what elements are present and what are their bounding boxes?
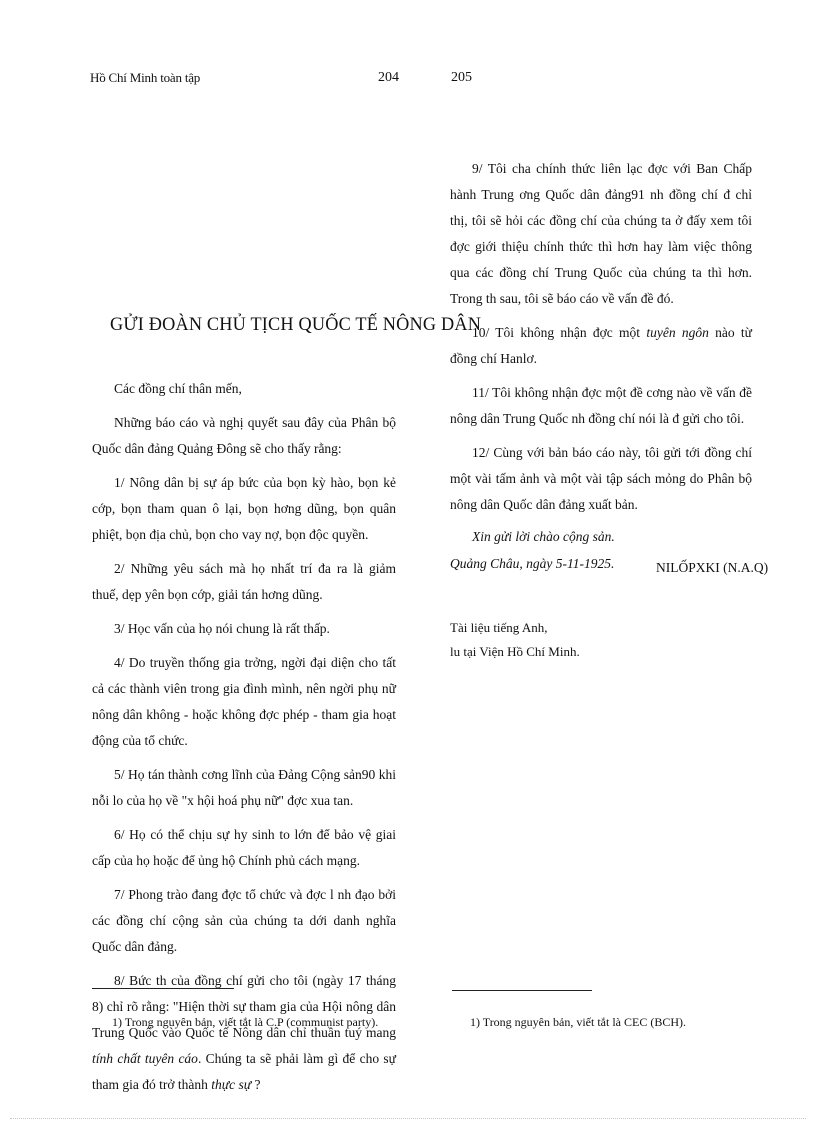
page-number-left: 204 — [378, 70, 399, 85]
paragraph-7: 7/ Phong trào đang đợc tổ chức và đợc l nh đạo bởi các đồng chí cộng sản của chúng ta dới danh nghĩa Quốc dân đảng. — [92, 887, 396, 954]
signature: NILỐPXKI (N.A.Q) — [656, 560, 769, 575]
paragraph-2: 2/ Những yêu sách mà họ nhất trí đa ra là giảm thuế, dẹp yên bọn cớp, giải tán hơng dũng. — [92, 561, 396, 602]
right-page — [408, 0, 816, 1123]
paragraph-11: 11/ Tôi không nhận đợc một đề cơng nào về vấn đề nông dân Trung Quốc nh đồng chí nói là đ gửi cho tôi. — [450, 385, 752, 426]
page-number-right: 205 — [451, 70, 472, 85]
p10-text-c: nào từ đồng chí Hanlơ. — [450, 325, 752, 366]
p8-italic-proclamation: tính chất tuyên cáo — [92, 1051, 198, 1066]
p8-text-c: . Chúng ta sẽ phải làm gì để cho sự tham gia đó trở thành — [92, 1051, 396, 1092]
paragraph-4: 4/ Do truyền thống gia trởng, ngời đại diện cho tất cả các thành viên trong gia đình mình, nên ngời phụ nữ nông dân không - hoặc không đợc phép - tham gia hoạt động của tổ chức. — [92, 655, 396, 748]
source-line-1: Tài liệu tiếng Anh, — [450, 620, 548, 635]
p10-text-a: 10/ Tôi không nhận đợc một — [472, 325, 647, 340]
paragraph-6: 6/ Họ có thể chịu sự hy sinh to lớn để bảo vệ giai cấp của họ hoặc để ủng hộ Chính phủ cách mạng. — [92, 827, 396, 868]
p10-italic-manifesto: tuyên ngôn — [646, 325, 709, 340]
letter-title: GỬI ĐOÀN CHỦ TỊCH QUỐC TẾ NÔNG DÂN — [110, 314, 482, 335]
paragraph-9: 9/ Tôi cha chính thức liên lạc đợc với Ban Chấp hành Trung ơng Quốc dân đảng91 nh đồng chí đ chỉ thị, tôi sẽ hỏi các đồng chí của chúng ta ở đấy xem tôi đợc giới thiệu chính thức thì hơn hay làm việc thông qua các đồng chí Trung Quốc của chúng ta thì hơn. Trong th sau, tôi sẽ báo cáo về vấn đề đó. — [450, 161, 752, 306]
paragraph-10 — [450, 320, 752, 372]
page-bottom-edge — [10, 1118, 806, 1119]
running-head: Hồ Chí Minh toàn tập — [90, 70, 201, 85]
place-date: Quảng Châu, ngày 5-11-1925. — [450, 556, 615, 571]
right-body — [450, 156, 752, 550]
footnote-right: 1) Trong nguyên bản, viết tắt là CEC (BCH). — [470, 1015, 686, 1029]
p8-italic-real: thực sự — [211, 1077, 252, 1092]
paragraph-12: 12/ Cùng với bản báo cáo này, tôi gửi tới đồng chí một vài tấm ảnh và một vài tập sách mỏng do Phân bộ nông dân Quốc dân đảng xuất bản. — [450, 445, 752, 512]
source-line-2: lu tại Viện Hồ Chí Minh. — [450, 644, 580, 659]
paragraph-5: 5/ Họ tán thành cơng lĩnh của Đảng Cộng sản90 khi nỗi lo của họ về "x hội hoá phụ nữ" đợc xua tan. — [92, 767, 396, 808]
left-body — [92, 376, 396, 1098]
paragraph-3: 3/ Học vấn của họ nói chung là rất thấp. — [114, 621, 330, 636]
closing-greeting: Xin gửi lời chào cộng sản. — [472, 529, 615, 544]
footnote-rule-left — [92, 988, 234, 989]
paragraph-intro: Những báo cáo và nghị quyết sau đây của Phân bộ Quốc dân đảng Quảng Đông sẽ cho thấy rằng: — [92, 415, 396, 456]
source-note — [450, 616, 580, 664]
paragraph-1: 1/ Nông dân bị sự áp bức của bọn kỳ hào, bọn kẻ cớp, bọn tham quan ô lại, bọn hơng dũng, bọn quân phiệt, bọn địa chủ, bọn cho vay nợ, bọn độc quyền. — [92, 475, 396, 542]
p8-text-a: 8/ Bức th của đồng chí gửi cho tôi (ngày 17 tháng 8) chỉ rõ rằng: "Hiện thời sự tham gia của Hội nông dân Trung Quốc vào Quốc tế Nông dân chỉ thuần tuý mang — [92, 973, 396, 1040]
salutation: Các đồng chí thân mến, — [114, 381, 242, 396]
footnote-rule-right — [452, 990, 592, 991]
p8-text-e: ? — [251, 1077, 261, 1092]
footnote-left: 1) Trong nguyên bản, viết tắt là C.P (communist party). — [112, 1015, 379, 1029]
